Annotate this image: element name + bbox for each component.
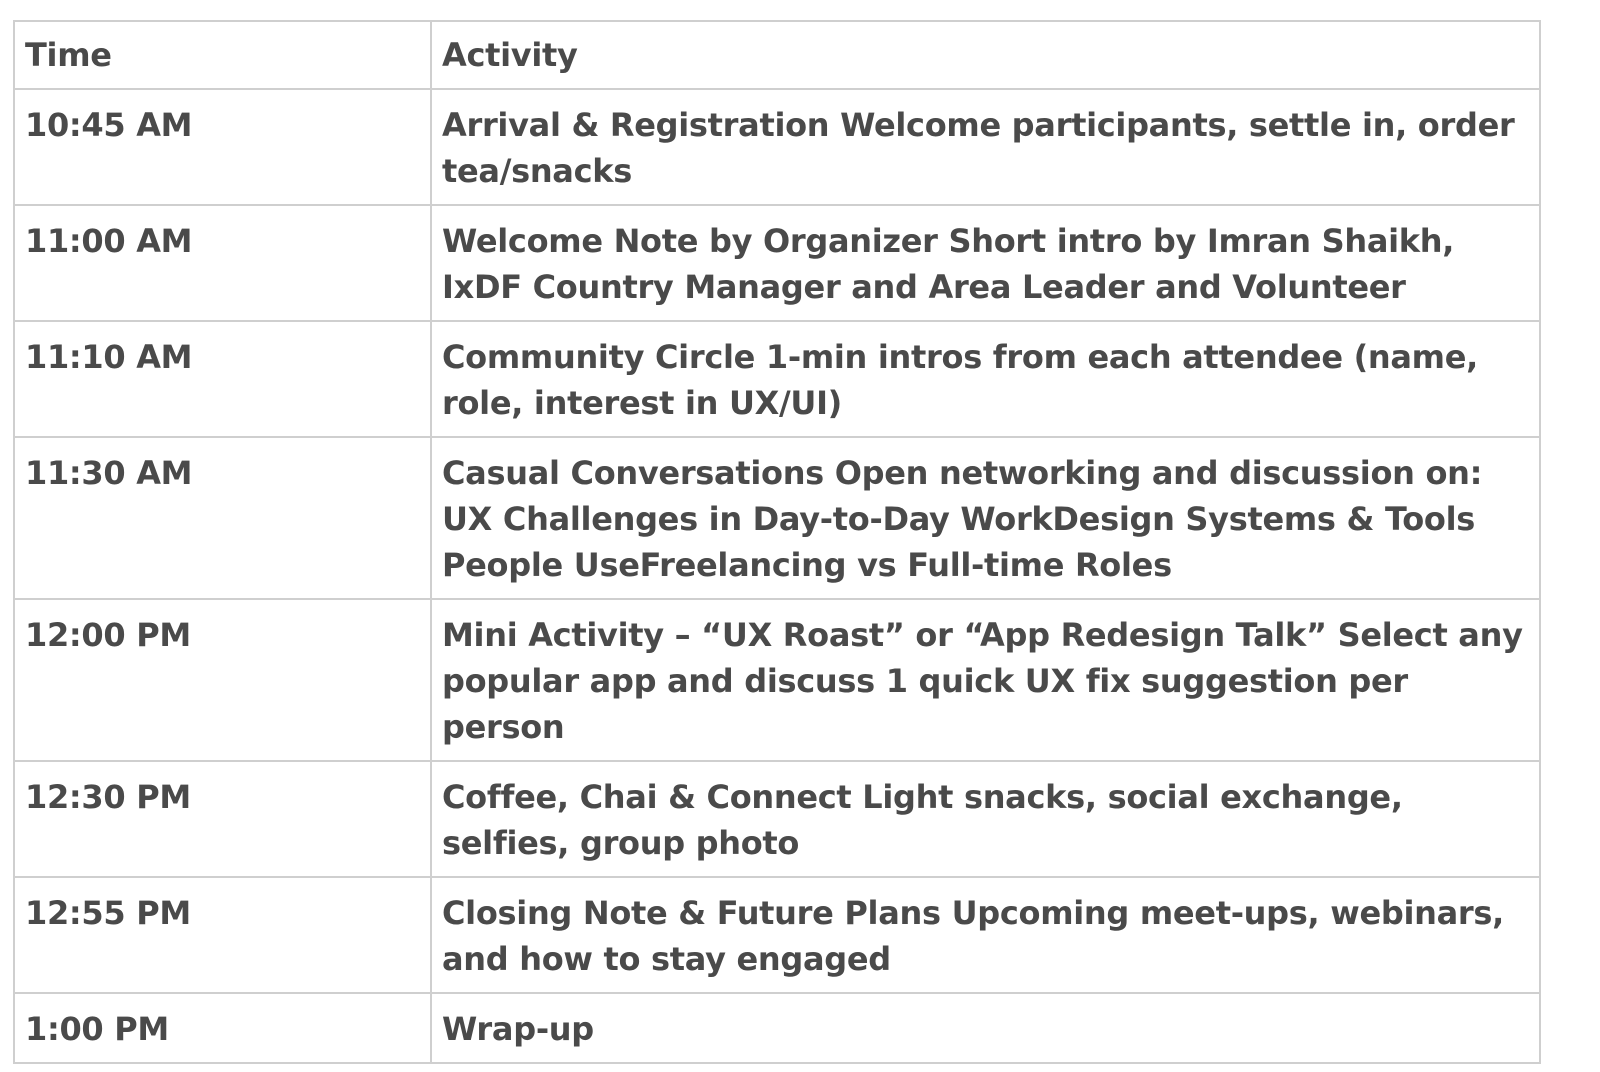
activity-cell: Casual Conversations Open networking and discussion on: UX Challenges in Day-to-Day WorkDesign Systems & Tools People UseFreelancing vs Full-time Roles [431, 437, 1540, 599]
activity-cell: Closing Note & Future Plans Upcoming meet-ups, webinars, and how to stay engaged [431, 877, 1540, 993]
activity-cell: Arrival & Registration Welcome participants, settle in, order tea/snacks [431, 89, 1540, 205]
schedule-table-header [14, 21, 1540, 89]
table-row [14, 761, 1540, 877]
table-row [14, 437, 1540, 599]
time-cell: 12:55 PM [14, 877, 431, 993]
table-row [14, 993, 1540, 1063]
activity-cell: Wrap-up [431, 993, 1540, 1063]
activity-cell: Community Circle 1-min intros from each attendee (name, role, interest in UX/UI) [431, 321, 1540, 437]
table-row [14, 89, 1540, 205]
table-row [14, 321, 1540, 437]
header-row [14, 21, 1540, 89]
table-row [14, 877, 1540, 993]
schedule-table [13, 20, 1541, 1064]
activity-cell: Coffee, Chai & Connect Light snacks, social exchange, selfies, group photo [431, 761, 1540, 877]
table-row [14, 599, 1540, 761]
header-activity: Activity [431, 21, 1540, 89]
header-time: Time [14, 21, 431, 89]
time-cell: 11:00 AM [14, 205, 431, 321]
time-cell: 1:00 PM [14, 993, 431, 1063]
time-cell: 11:10 AM [14, 321, 431, 437]
time-cell: 12:30 PM [14, 761, 431, 877]
activity-cell: Welcome Note by Organizer Short intro by Imran Shaikh, IxDF Country Manager and Area Leader and Volunteer [431, 205, 1540, 321]
time-cell: 11:30 AM [14, 437, 431, 599]
time-cell: 10:45 AM [14, 89, 431, 205]
table-row [14, 205, 1540, 321]
activity-cell: Mini Activity – “UX Roast” or “App Redesign Talk” Select any popular app and discuss 1 quick UX fix suggestion per person [431, 599, 1540, 761]
schedule-table-body [14, 89, 1540, 1063]
time-cell: 12:00 PM [14, 599, 431, 761]
